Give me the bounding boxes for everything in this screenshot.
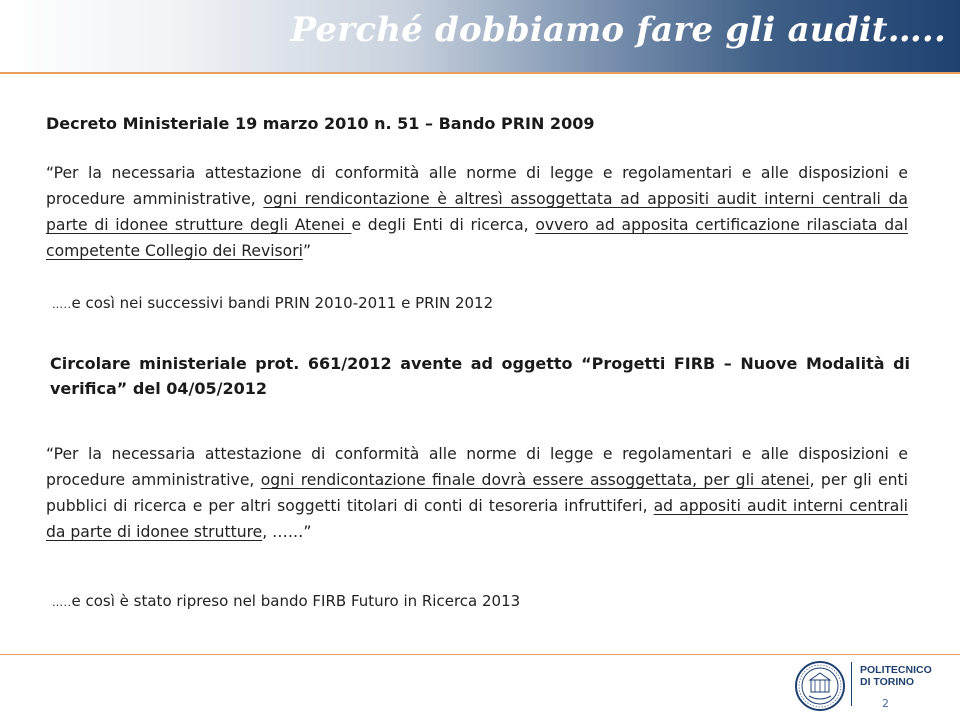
quote-text: “Per la necessaria attestazione di conformità alle norme di legge e regolamentari e alle disposizioni e procedure amministrative, — [46, 164, 908, 208]
note-ellipsis: ….. — [52, 298, 72, 311]
header-divider — [0, 72, 960, 74]
section1-quote — [46, 160, 908, 264]
logo-line-2: DI TORINO — [860, 676, 915, 688]
quote-text: , ……” — [262, 523, 312, 541]
section2-quote — [46, 441, 908, 545]
note-text: e così nei successivi bandi PRIN 2010-2011 e PRIN 2012 — [71, 294, 494, 312]
quote-text: e degli Enti di ricerca, — [351, 216, 536, 234]
university-seal-icon — [794, 660, 846, 712]
quote-underlined-text: ad appositi audit interni centrali da parte di idonee strutture — [46, 497, 909, 541]
logo-divider — [851, 662, 852, 706]
quote-text: , per gli enti pubblici di ricerca e per altri soggetti titolari di conti di tesoreria infruttiferi, — [46, 471, 908, 515]
quote-underlined-text: ogni rendicontazione finale dovrà essere assoggettata, per gli atenei — [260, 471, 810, 489]
section2-note — [52, 592, 520, 610]
section1-heading: Decreto Ministeriale 19 marzo 2010 n. 51 – Bando PRIN 2009 — [46, 114, 595, 133]
quote-text: ” — [302, 242, 312, 260]
note-ellipsis: ….. — [52, 596, 72, 609]
quote-underlined-text: ogni rendicontazione è altresì assoggettata ad appositi audit interni centrali da parte di idonee strutture degli Atenei — [46, 190, 908, 234]
page-number: 2 — [882, 697, 889, 710]
note-text: e così è stato ripreso nel bando FIRB Futuro in Ricerca 2013 — [71, 592, 521, 610]
section1-note — [52, 294, 493, 312]
quote-underlined-text: ovvero ad apposita certificazione rilasciata dal competente Collegio dei Revisori — [46, 216, 908, 260]
quote-text: “Per la necessaria attestazione di conformità alle norme di legge e regolamentari e alle disposizioni e procedure amministrative, — [46, 445, 908, 489]
section2-heading: Circolare ministeriale prot. 661/2012 avente ad oggetto “Progetti FIRB – Nuove Modalità di verifica” del 04/05/2012 — [50, 354, 910, 398]
slide-title: Perché dobbiamo fare gli audit….. — [290, 10, 946, 50]
logo-line-1: POLITECNICO — [860, 664, 932, 676]
university-logo-text — [860, 664, 932, 688]
footer-divider — [0, 654, 960, 655]
